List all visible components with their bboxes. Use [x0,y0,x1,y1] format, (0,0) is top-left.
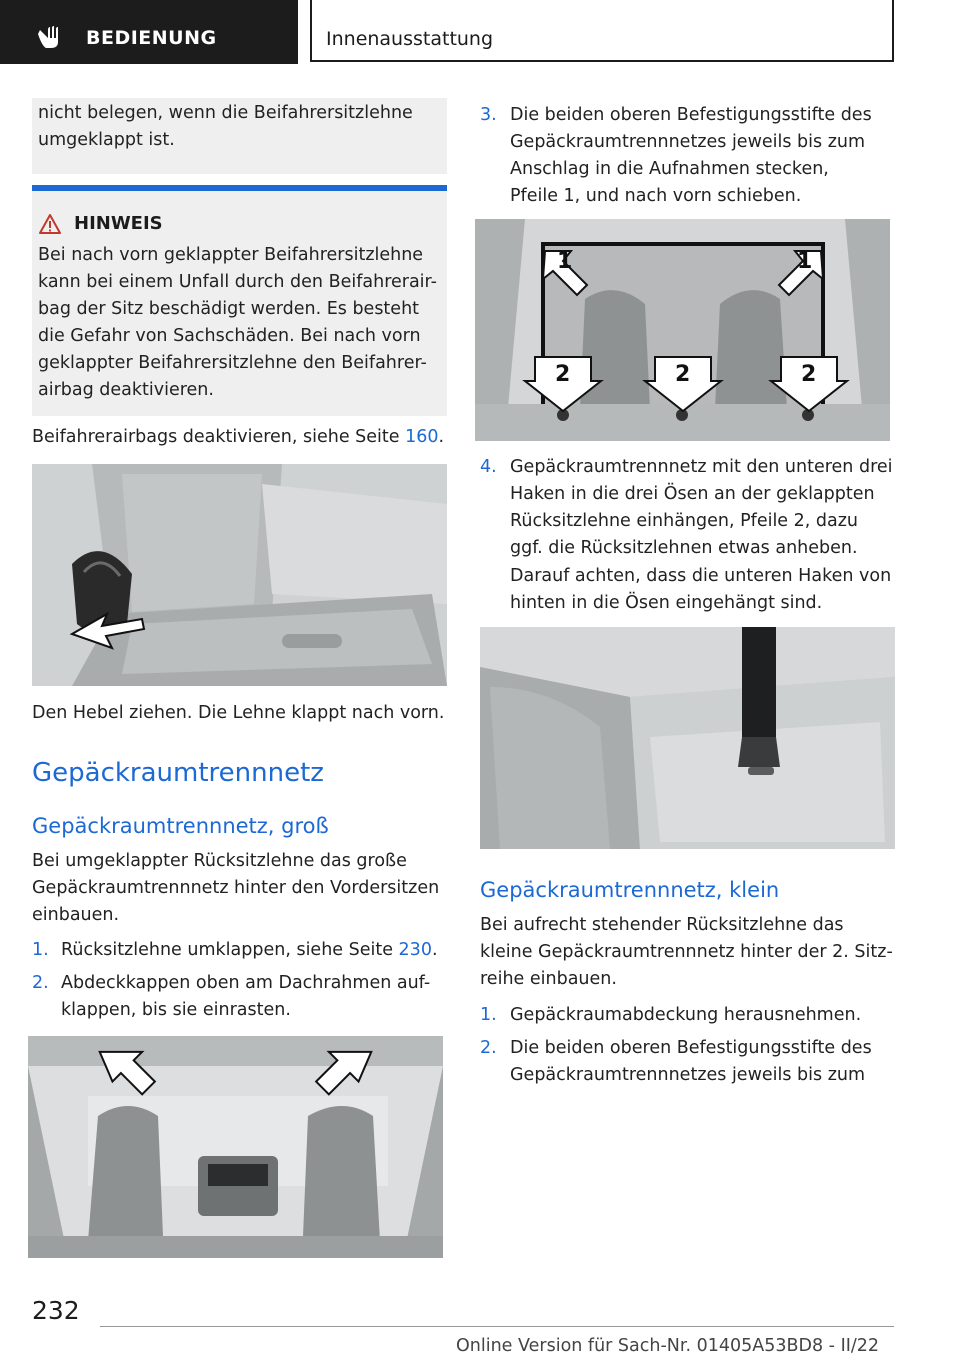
footer-online-version: Online Version für Sach-Nr. 01405A53BD8 - II/22 [456,1336,880,1356]
arrow-1-right-label: 1 [797,249,813,274]
left-step-1-suffix: . [431,940,438,960]
notice-line-5: geklappter Beifahrersitzlehne den Beifahrer- [38,353,427,373]
hook-closeup-photo [480,627,895,849]
large-net-body-1: Bei umgeklappter Rücksitzlehne das große [32,851,407,871]
small-net-body-3: reihe einbauen. [480,969,617,989]
step-4-line-4: ggf. die Rücksitzlehnen etwas anheben. [510,538,858,558]
arrow-2-b-label: 2 [675,362,691,387]
airbag-reference-text: Beifahrerairbags deaktivieren, siehe Seite [32,427,406,447]
step-3-line-4: Pfeile 1, und nach vorn schieben. [510,186,802,206]
airbag-reference-suffix: . [438,427,445,447]
warning-triangle-icon [38,213,62,235]
subheading-small-net: Gepäckraumtrennnetz, klein [480,878,780,902]
large-net-body-2: Gepäckraumtrennnetz hinter den Vordersitzen [32,878,440,898]
notice-line-3: bag der Sitz beschädigt werden. Es besteht [38,299,420,319]
page-number: 232 [32,1296,80,1325]
step-3-line-1: Die beiden oberen Befestigungsstifte des [510,105,872,125]
right-step-1-line-1: Gepäckraumabdeckung herausnehmen. [510,1005,862,1025]
hand-pointer-icon [36,24,70,50]
intro-line-2: umgeklappt ist. [38,130,175,150]
notice-line-4: die Gefahr von Sachschäden. Bei nach vorn [38,326,421,346]
right-step-2-number: 2. [480,1038,497,1058]
arrow-1-left-label: 1 [557,249,573,274]
seat-lever-photo [32,464,447,686]
right-step-1-number: 1. [480,1005,497,1025]
left-step-1-number: 1. [32,940,49,960]
step-3-number: 3. [480,105,497,125]
step-4-note-line-2: hinten in die Ösen eingehängt sind. [510,593,823,613]
subheading-large-net: Gepäckraumtrennnetz, groß [32,814,329,838]
notice-line-1: Bei nach vorn geklappter Beifahrersitzlehne [38,245,424,265]
net-installation-photo [475,219,890,441]
roof-caps-photo [28,1036,443,1258]
large-net-body-3: einbauen. [32,905,120,925]
seatback-page-link[interactable]: 230 [398,940,432,960]
left-step-1-line: Rücksitzlehne umklappen, siehe Seite [61,940,399,960]
step-4-line-1: Gepäckraumtrennnetz mit den unteren drei [510,457,893,477]
arrow-2-c-label: 2 [801,362,817,387]
seat-lever-caption: Den Hebel ziehen. Die Lehne klappt nach vorn. [32,703,445,723]
notice-title: HINWEIS [74,213,163,234]
notice-line-2: kann bei einem Unfall durch den Beifahrerair- [38,272,437,292]
left-step-2-line-2: klappen, bis sie einrasten. [61,1000,291,1020]
left-step-2-line-1: Abdeckkappen oben am Dachrahmen auf- [61,973,431,993]
right-step-2-line-2: Gepäckraumtrennnetzes jeweils bis zum [510,1065,866,1085]
step-4-number: 4. [480,457,497,477]
notice-line-6: airbag deaktivieren. [38,380,214,400]
footer-divider [100,1326,894,1327]
step-3-line-2: Gepäckraumtrennnetzes jeweils bis zum [510,132,866,152]
small-net-body-1: Bei aufrecht stehender Rücksitzlehne das [480,915,844,935]
intro-line-1: nicht belegen, wenn die Beifahrersitzlehne [38,103,413,123]
airbag-page-link[interactable]: 160 [405,427,439,447]
header-section-title: BEDIENUNG [86,27,217,49]
arrow-2-a-label: 2 [555,362,571,387]
section-heading: Gepäckraumtrennnetz [32,758,324,788]
step-3-line-3: Anschlag in die Aufnahmen stecken, [510,159,829,179]
header-chapter-title: Innenausstattung [326,28,494,50]
airbag-reference [32,424,444,451]
right-step-2-line-1: Die beiden oberen Befestigungsstifte des [510,1038,872,1058]
left-step-1-text [61,937,438,964]
small-net-body-2: kleine Gepäckraumtrennnetz hinter der 2. Sitz- [480,942,893,962]
step-4-line-2: Haken in die drei Ösen an der geklappten [510,484,875,504]
left-step-2-number: 2. [32,973,49,993]
step-4-note-line-1: Darauf achten, dass die unteren Haken von [510,566,892,586]
step-4-line-3: Rücksitzlehne einhängen, Pfeile 2, dazu [510,511,859,531]
